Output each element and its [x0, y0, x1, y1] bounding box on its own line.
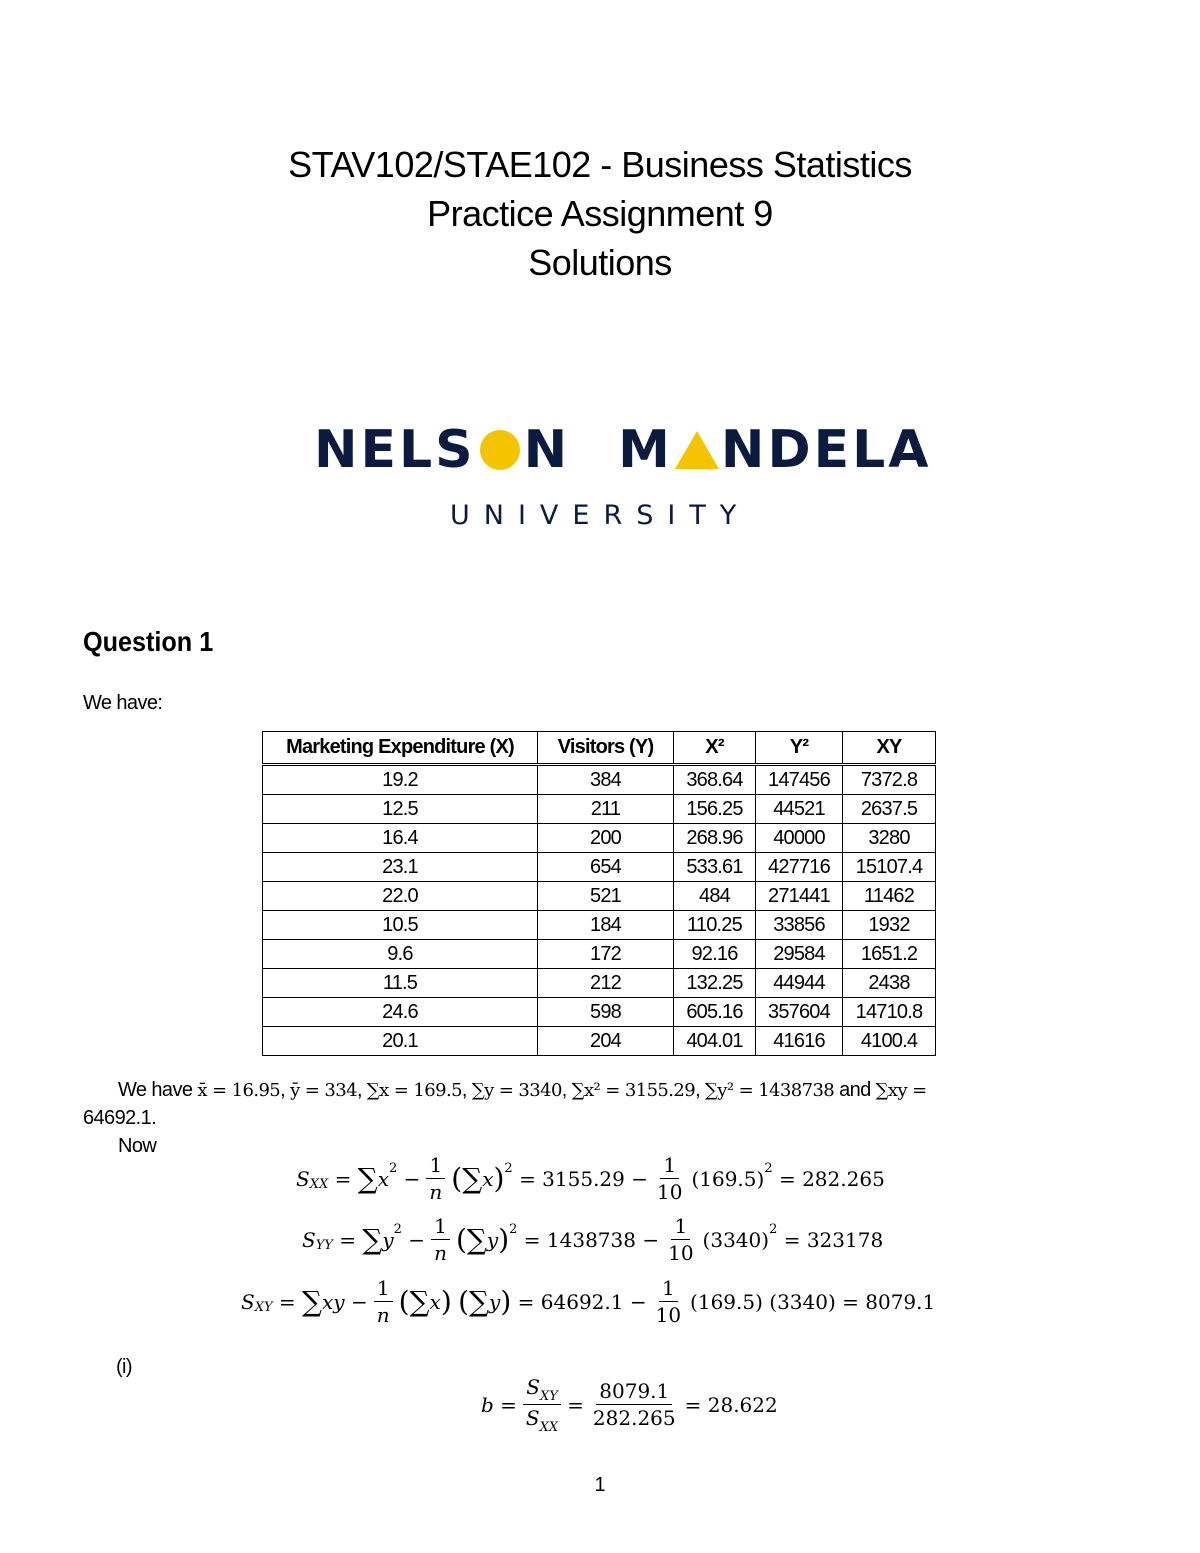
table-row: [263, 765, 936, 795]
table-cell: 3280: [843, 824, 936, 853]
logo-wordmark: [314, 420, 932, 480]
table-cell: 212: [538, 969, 674, 998]
table-row: [263, 940, 936, 969]
intro-text: We have:: [83, 692, 163, 714]
table-cell: 10.5: [263, 911, 538, 940]
table-row: [263, 998, 936, 1027]
sxx-equation: S XX = ∑ x 2 − $\frac{1}{n}$ (∑ x ) 2 = 3155.29 − $\frac{1}{10}$ (169.5) 2 = 282.265: [296, 1153, 885, 1204]
table-cell: 384: [538, 765, 674, 795]
table-cell: 19.2: [263, 765, 538, 795]
table-cell: 44521: [756, 795, 843, 824]
data-table: [262, 731, 936, 1056]
table-cell: 1932: [843, 911, 936, 940]
table-cell: 132.25: [674, 969, 756, 998]
table-cell: 24.6: [263, 998, 538, 1027]
table-cell: 110.25: [674, 911, 756, 940]
table-cell: 4100.4: [843, 1027, 936, 1056]
sxx-frac-num: 1: [426, 1152, 445, 1179]
summary-sum-y2: ∑y² = 1438738: [705, 1080, 835, 1101]
sxy-s: S: [241, 1289, 255, 1314]
table-cell: 184: [538, 911, 674, 940]
syy-frac-num: 1: [431, 1213, 450, 1240]
table-cell: 427716: [756, 853, 843, 882]
logo-subtitle: UNIVERSITY: [450, 500, 751, 531]
table-cell: 268.96: [674, 824, 756, 853]
summary-sum-y: ∑y = 3340: [471, 1080, 562, 1101]
table-cell: 484: [674, 882, 756, 911]
summary-sum-xy: ∑xy =: [875, 1080, 927, 1101]
syy-equation: S YY = ∑ y 2 − $\frac{1}{n}$ (∑ y ) 2 = 1438738 − $\frac{1}{10}$ (3340) 2 = 323178: [302, 1214, 884, 1265]
b-result: = 28.622: [684, 1392, 778, 1417]
table-cell: 22.0: [263, 882, 538, 911]
sxy-equation: S XY = ∑ xy − $\frac{1}{n}$ (∑ x ) (∑ y ) = 64692.1 − $\frac{1}{10}$ (169.5) (3340) = 8079.1: [241, 1276, 936, 1327]
table-row: [263, 824, 936, 853]
table-cell: 11462: [843, 882, 936, 911]
table-cell: 14710.8: [843, 998, 936, 1027]
table-cell: 23.1: [263, 853, 538, 882]
table-header-row: [263, 732, 936, 765]
table-row: [263, 1027, 936, 1056]
sxx-frac-den: n: [429, 1180, 443, 1204]
table-cell: 2438: [843, 969, 936, 998]
sxy-frac2-num: 1: [659, 1275, 678, 1302]
summary-ybar: ȳ = 334: [290, 1080, 357, 1101]
summary-line: We have x̄ = 16.95, ȳ = 334, ∑x = 169.5, ∑y = 3340, ∑x² = 3155.29, ∑y² = 1438738 and ∑xy =: [118, 1079, 927, 1101]
table-cell: 92.16: [674, 940, 756, 969]
header-y2: Y²: [756, 732, 843, 765]
syy-frac2-num: 1: [671, 1213, 690, 1240]
sxx-s: S: [296, 1166, 310, 1191]
summary-sum-x2: ∑x² = 3155.29: [571, 1080, 696, 1101]
table-cell: 521: [538, 882, 674, 911]
table-cell: 33856: [756, 911, 843, 940]
sxy-frac2-den: 10: [655, 1303, 682, 1327]
table-cell: 368.64: [674, 765, 756, 795]
b-lhs: b =: [481, 1392, 517, 1417]
table-row: [263, 853, 936, 882]
summary-we-have: We have: [118, 1079, 193, 1101]
summary-and: and: [839, 1079, 871, 1101]
table-cell: 200: [538, 824, 674, 853]
table-cell: 29584: [756, 940, 843, 969]
table-cell: 204: [538, 1027, 674, 1056]
table-cell: 11.5: [263, 969, 538, 998]
sxx-tail: (169.5): [691, 1166, 765, 1191]
page-number: 1: [594, 1474, 606, 1496]
table-cell: 9.6: [263, 940, 538, 969]
title-block: [0, 140, 1200, 287]
header-visitors: Visitors (Y): [538, 732, 674, 765]
table-cell: 211: [538, 795, 674, 824]
table-cell: 40000: [756, 824, 843, 853]
table-cell: 7372.8: [843, 765, 936, 795]
table-row: [263, 911, 936, 940]
table-cell: 404.01: [674, 1027, 756, 1056]
syy-frac2-den: 10: [668, 1241, 694, 1265]
syy-tail: (3340): [702, 1227, 770, 1252]
table-cell: 44944: [756, 969, 843, 998]
sxy-frac-num: 1: [374, 1275, 393, 1302]
sxy-sub: XY: [254, 1300, 273, 1315]
syy-sub: YY: [315, 1238, 333, 1253]
header-marketing: Marketing Expenditure (X): [263, 732, 538, 765]
table-row: [263, 969, 936, 998]
table-cell: 20.1: [263, 1027, 538, 1056]
sxy-tail: (169.5) (3340): [690, 1289, 836, 1314]
syy-mid: = 1438738 −: [523, 1227, 660, 1252]
course-title: STAV102/STAE102 - Business Statistics: [288, 144, 912, 185]
sxx-frac2-den: 10: [657, 1180, 683, 1204]
assignment-title: Practice Assignment 9: [427, 193, 773, 234]
syy-s: S: [302, 1227, 316, 1252]
logo-text-m: M: [618, 420, 673, 480]
syy-frac-den: n: [434, 1241, 447, 1265]
now-text: Now: [118, 1135, 157, 1157]
table-cell: 16.4: [263, 824, 538, 853]
header-xy: XY: [843, 732, 936, 765]
syy-result: = 323178: [783, 1227, 884, 1252]
table-cell: 2637.5: [843, 795, 936, 824]
table-cell: 41616: [756, 1027, 843, 1056]
table-cell: 598: [538, 998, 674, 1027]
table-row: [263, 882, 936, 911]
table-cell: 605.16: [674, 998, 756, 1027]
table-cell: 12.5: [263, 795, 538, 824]
table-cell: 15107.4: [843, 853, 936, 882]
table-cell: 357604: [756, 998, 843, 1027]
table-row: [263, 795, 936, 824]
table-cell: 533.61: [674, 853, 756, 882]
table-cell: 156.25: [674, 795, 756, 824]
logo-circle-icon: [480, 430, 520, 470]
table-cell: 172: [538, 940, 674, 969]
sxx-sub: XX: [309, 1177, 329, 1192]
header-x2: X²: [674, 732, 756, 765]
solutions-title: Solutions: [528, 242, 672, 283]
table-cell: 271441: [756, 882, 843, 911]
sxy-mid: = 64692.1 −: [517, 1289, 647, 1314]
b-numerator: 8079.1: [596, 1378, 672, 1405]
sxx-mid: = 3155.29 −: [519, 1166, 648, 1191]
part-i-label: (i): [116, 1356, 132, 1378]
b-denominator: 282.265: [592, 1406, 676, 1430]
sxy-result: = 8079.1: [842, 1289, 936, 1314]
summary-xbar: x̄ = 16.95: [197, 1080, 281, 1101]
question-heading: Question 1: [83, 626, 214, 657]
logo-text-ndela: NDELA: [720, 420, 932, 480]
logo-text-n: N: [523, 420, 571, 480]
b-equation: b = $\frac{S_{XY}}{S_{XX}}$ = $\frac{8079.1}{282.265}$ = 28.622: [481, 1375, 778, 1435]
table-cell: 147456: [756, 765, 843, 795]
sxx-result: = 282.265: [778, 1166, 885, 1191]
table-cell: 1651.2: [843, 940, 936, 969]
sxx-frac2-num: 1: [660, 1152, 679, 1179]
logo-triangle-icon: [675, 431, 719, 469]
table-cell: 654: [538, 853, 674, 882]
summary-xy-value: 64692.1.: [83, 1107, 157, 1129]
university-logo: [314, 420, 932, 540]
logo-text-nels: NELS: [314, 420, 476, 480]
summary-sum-x: ∑x = 169.5: [366, 1080, 462, 1101]
sxy-frac-den: n: [376, 1303, 390, 1327]
